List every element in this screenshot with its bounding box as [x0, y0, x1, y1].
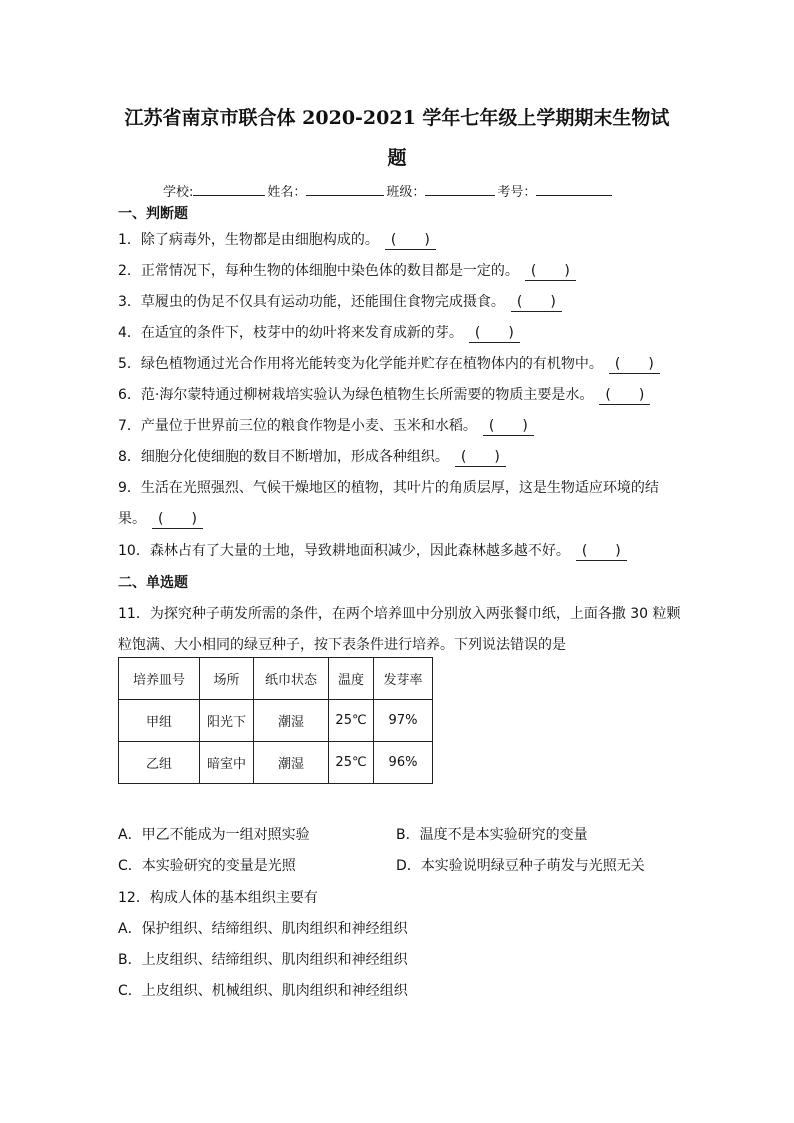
table-row — [119, 700, 433, 742]
table-cell: 97% — [374, 700, 433, 742]
question-text: 5．绿色植物通过光合作用将光能转变为化学能并贮存在植物体内的有机物中。 — [118, 356, 603, 372]
number-blank — [536, 183, 612, 196]
question-11-stem-continued: 粒饱满、大小相同的绿豆种子，按下表条件进行培养。下列说法错误的是 — [118, 637, 566, 653]
judgment-question — [118, 384, 650, 405]
judgment-question — [118, 477, 659, 497]
answer-blank: ( ) — [385, 229, 436, 250]
option-a: A．保护组织、结缔组织、肌肉组织和神经组织 — [118, 921, 408, 937]
table-cell: 潮湿 — [254, 742, 329, 784]
option-c: C．上皮组织、机械组织、肌肉组织和神经组织 — [118, 983, 408, 999]
table-header-cell: 发芽率 — [374, 658, 433, 700]
judgment-question — [118, 540, 627, 561]
answer-blank: ( ) — [511, 291, 562, 312]
table-cell: 甲组 — [119, 700, 200, 742]
table-cell: 25℃ — [329, 742, 374, 784]
answer-blank: ( ) — [609, 353, 660, 374]
option-c: C．本实验研究的变量是光照 — [118, 858, 296, 874]
judgment-question — [118, 446, 506, 467]
question-text: 8．细胞分化使细胞的数目不断增加，形成各种组织。 — [118, 449, 449, 465]
answer-blank: ( ) — [469, 322, 520, 343]
answer-blank: ( ) — [576, 540, 627, 561]
school-blank — [193, 183, 265, 196]
name-blank — [306, 183, 384, 196]
answer-blank: ( ) — [483, 415, 534, 436]
judgment-question-continued — [118, 508, 203, 529]
answer-blank: ( ) — [455, 446, 506, 467]
answer-blank: ( ) — [525, 260, 576, 281]
section-heading-judgment: 一、判断题 — [118, 206, 188, 222]
question-text: 10．森林占有了大量的土地，导致耕地面积减少，因此森林越多越不好。 — [118, 543, 570, 559]
table-header-cell: 温度 — [329, 658, 374, 700]
question-text: 6．范·海尔蒙特通过柳树栽培实验认为绿色植物生长所需要的物质主要是水。 — [118, 387, 594, 403]
class-blank — [425, 183, 495, 196]
exam-title-continued: 题 — [387, 147, 407, 169]
table-cell: 潮湿 — [254, 700, 329, 742]
school-label: 学校: — [163, 185, 194, 200]
question-text: 9．生活在光照强烈、气候干燥地区的植物，其叶片的角质层厚，这是生物适应环境的结 — [118, 480, 659, 496]
option-b: B．温度不是本实验研究的变量 — [396, 827, 588, 843]
name-label: 姓名： — [267, 185, 307, 200]
question-text: 2．正常情况下，每种生物的体细胞中染色体的数目都是一定的。 — [118, 263, 519, 279]
option-d: D．本实验说明绿豆种子萌发与光照无关 — [396, 858, 645, 874]
question-text: 1．除了病毒外，生物都是由细胞构成的。 — [118, 232, 379, 248]
section-heading-single-choice: 二、单选题 — [118, 575, 188, 591]
class-label: 班级： — [386, 185, 426, 200]
table-header-cell: 场所 — [200, 658, 254, 700]
question-11-stem: 11．为探究种子萌发所需的条件，在两个培养皿中分别放入两张餐巾纸，上面各撒 30 粒颗 — [118, 606, 681, 622]
experiment-table — [118, 657, 433, 784]
table-cell: 乙组 — [119, 742, 200, 784]
table-cell: 暗室中 — [200, 742, 254, 784]
judgment-question — [118, 291, 562, 312]
judgment-question — [118, 229, 436, 250]
judgment-question — [118, 260, 576, 281]
answer-blank: ( ) — [599, 384, 650, 405]
question-text: 4．在适宜的条件下，枝芽中的幼叶将来发育成新的芽。 — [118, 325, 463, 341]
judgment-question — [118, 353, 660, 374]
table-row — [119, 742, 433, 784]
question-12-stem: 12．构成人体的基本组织主要有 — [118, 890, 318, 906]
student-info-line — [163, 181, 614, 200]
option-a: A．甲乙不能成为一组对照实验 — [118, 827, 310, 843]
table-cell: 阳光下 — [200, 700, 254, 742]
table-header-row — [119, 658, 433, 700]
table-header-cell: 纸巾状态 — [254, 658, 329, 700]
exam-title: 江苏省南京市联合体 2020-2021 学年七年级上学期期末生物试 — [124, 107, 670, 129]
question-text: 7．产量位于世界前三位的粮食作物是小麦、玉米和水稻。 — [118, 418, 477, 434]
number-label: 考号： — [497, 185, 537, 200]
judgment-question — [118, 415, 534, 436]
table-cell: 25℃ — [329, 700, 374, 742]
question-text: 果。 — [118, 511, 146, 527]
judgment-question — [118, 322, 520, 343]
question-text: 3．草履虫的伪足不仅具有运动功能，还能围住食物完成摄食。 — [118, 294, 505, 310]
answer-blank: ( ) — [152, 508, 203, 529]
table-cell: 96% — [374, 742, 433, 784]
table-header-cell: 培养皿号 — [119, 658, 200, 700]
option-b: B．上皮组织、结缔组织、肌肉组织和神经组织 — [118, 952, 408, 968]
